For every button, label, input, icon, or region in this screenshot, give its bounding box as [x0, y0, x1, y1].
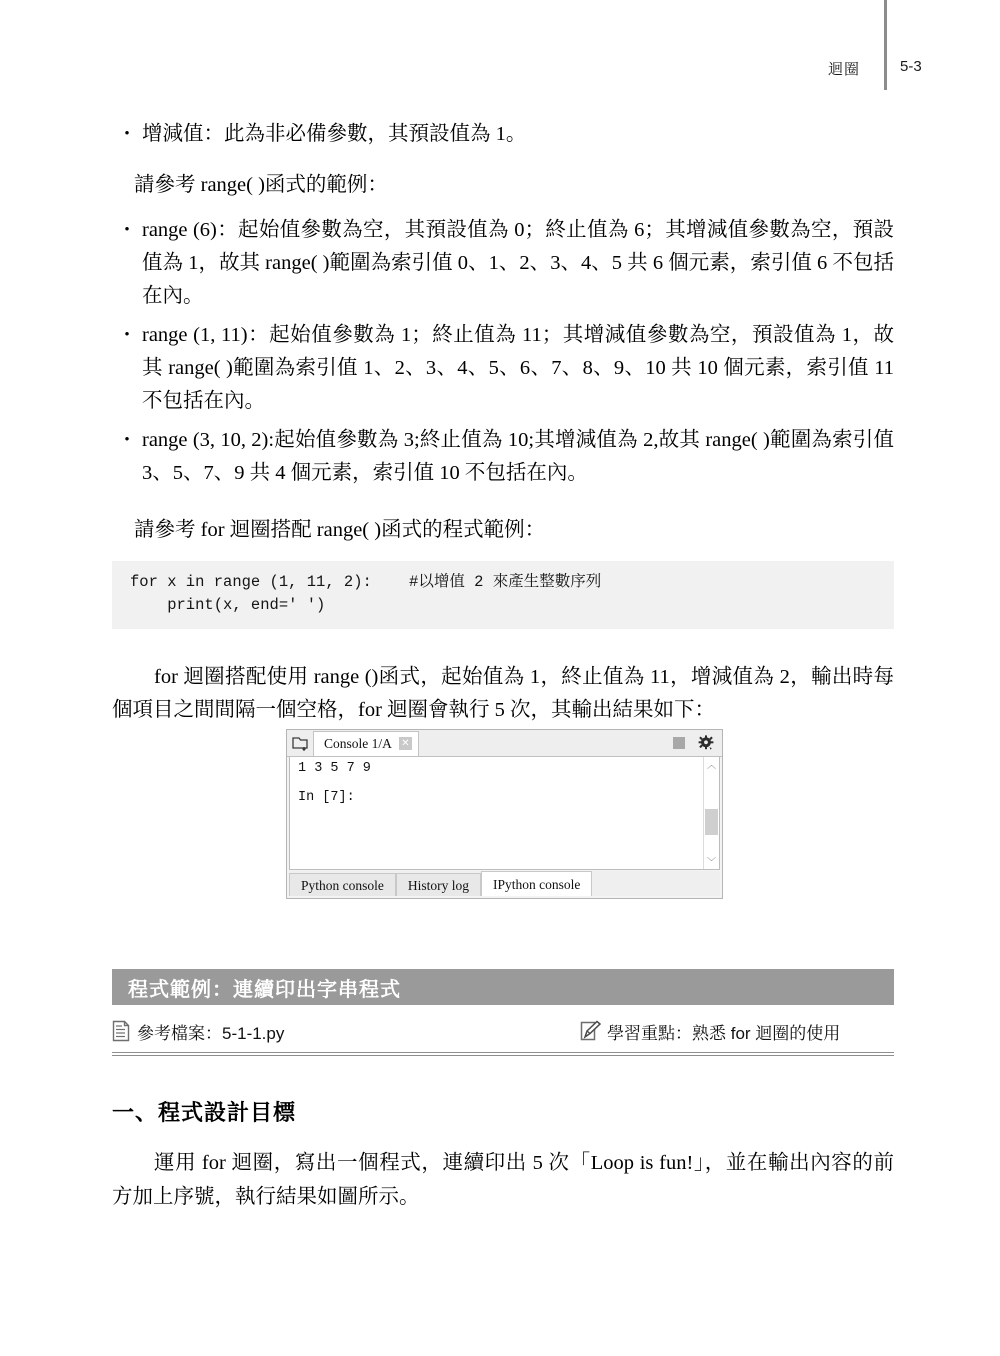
- document-body: [112, 118, 894, 727]
- spacer: [112, 202, 894, 214]
- learning-point-item: [580, 1019, 840, 1044]
- close-icon[interactable]: ✕: [399, 737, 412, 750]
- bullet-increment-text: 增減值：此為非必備參數，其預設值為 1。: [142, 123, 527, 145]
- scrollbar-thumb[interactable]: [705, 809, 718, 835]
- example-banner: [112, 969, 894, 1005]
- spacer: [112, 157, 894, 169]
- page-header: [0, 0, 1000, 100]
- intro-range-examples: 請參考 range( )函式的範例：: [134, 174, 388, 196]
- spacer: [112, 635, 894, 661]
- scroll-up-arrow-icon[interactable]: ︿: [706, 760, 716, 770]
- page-number: 5-3: [900, 58, 922, 75]
- bullet-dot-icon: •: [124, 327, 130, 343]
- console-prompt-line: In [7]:: [298, 790, 355, 805]
- tab-python-console[interactable]: Python console: [289, 873, 396, 896]
- console-output-line: 1 3 5 7 9: [298, 761, 371, 776]
- console-tab-bar: [287, 730, 722, 757]
- tab-console-1a-label: Console 1/A: [324, 735, 392, 751]
- note-pencil-icon: [580, 1020, 601, 1042]
- code-line-1: for x in range (1, 11, 2): #以增值 2 來產生整數序列: [130, 573, 602, 591]
- reference-file-item: [112, 1019, 284, 1044]
- page-section-heading: 一、程式設計目標: [112, 1100, 297, 1125]
- bullet-range1-11-text: range (1, 11)：起始值參數為 1；終止值為 11；其增減值參數為空，預設值為 1，故其 range( )範圍為索引值 1、2、3、4、5、6、7、8、9、10 共 10 個元素，索引值 11 不包括在內。: [142, 324, 894, 412]
- example-banner-title: 程式範例：連續印出字串程式: [128, 978, 401, 1001]
- section-divider-rule: [112, 1052, 894, 1056]
- gear-icon[interactable]: [698, 735, 714, 751]
- example-meta-row: [112, 1014, 894, 1048]
- learning-point-label: 學習重點：熟悉 for 迴圈的使用: [607, 1023, 841, 1043]
- tab-history-log[interactable]: History log: [396, 873, 481, 896]
- document-lines-icon: [112, 1020, 131, 1042]
- folder-tab-icon[interactable]: [287, 731, 313, 756]
- list-item: [112, 214, 894, 313]
- console-screenshot: [286, 729, 723, 899]
- console-scrollbar[interactable]: [703, 757, 719, 869]
- bullet-dot-icon: •: [124, 432, 130, 448]
- console-output-area[interactable]: [289, 757, 720, 870]
- list-item: [112, 319, 894, 418]
- list-item: [112, 424, 894, 490]
- bullet-dot-icon: •: [124, 222, 130, 238]
- tab-console-1a[interactable]: [313, 731, 419, 756]
- bullet-dot-icon: •: [124, 126, 130, 142]
- explain-paragraph: for 迴圈搭配使用 range ()函式，起始值為 1，終止值為 11，增減值為 2，輸出時每個項目之間間隔一個空格，for 迴圈會執行 5 次，其輸出結果如下：: [112, 666, 894, 721]
- goal-paragraph: 運用 for 迴圈，寫出一個程式，連續印出 5 次「Loop is fun!」，並在輸出內容的前方加上序號，執行結果如圖所示。: [112, 1152, 894, 1208]
- tab-ipython-console[interactable]: IPython console: [481, 871, 592, 896]
- reference-file-label: 參考檔案：5-1-1.py: [137, 1023, 285, 1043]
- console-bottom-tab-bar: [289, 871, 720, 896]
- code-line-2: print(x, end=' '): [130, 596, 326, 614]
- stop-square-icon[interactable]: [673, 737, 685, 749]
- header-divider-rule: [884, 0, 887, 90]
- bullet-range3-10-2-text: range (3, 10, 2):起始值參數為 3;終止值為 10;其增減值為 2,故其 range( )範圍為索引值 3、5、7、9 共 4 個元素，索引值 10 不包括在內。: [142, 429, 894, 484]
- code-block: [112, 561, 894, 629]
- spacer: [112, 496, 894, 514]
- intro-for-example: 請參考 for 迴圈搭配 range( )函式的程式範例：: [134, 519, 546, 541]
- scroll-down-arrow-icon[interactable]: ﹀: [706, 857, 716, 867]
- bullet-range6-text: range (6)：起始值參數為空，其預設值為 0；終止值為 6；其增減值參數為空，預設值為 1，故其 range( )範圍為索引值 0、1、2、3、4、5 共 6 個元素，索引值 6 不包括在內。: [142, 219, 894, 307]
- list-item: [112, 118, 894, 151]
- header-chapter-title: 迴圈: [827, 61, 860, 78]
